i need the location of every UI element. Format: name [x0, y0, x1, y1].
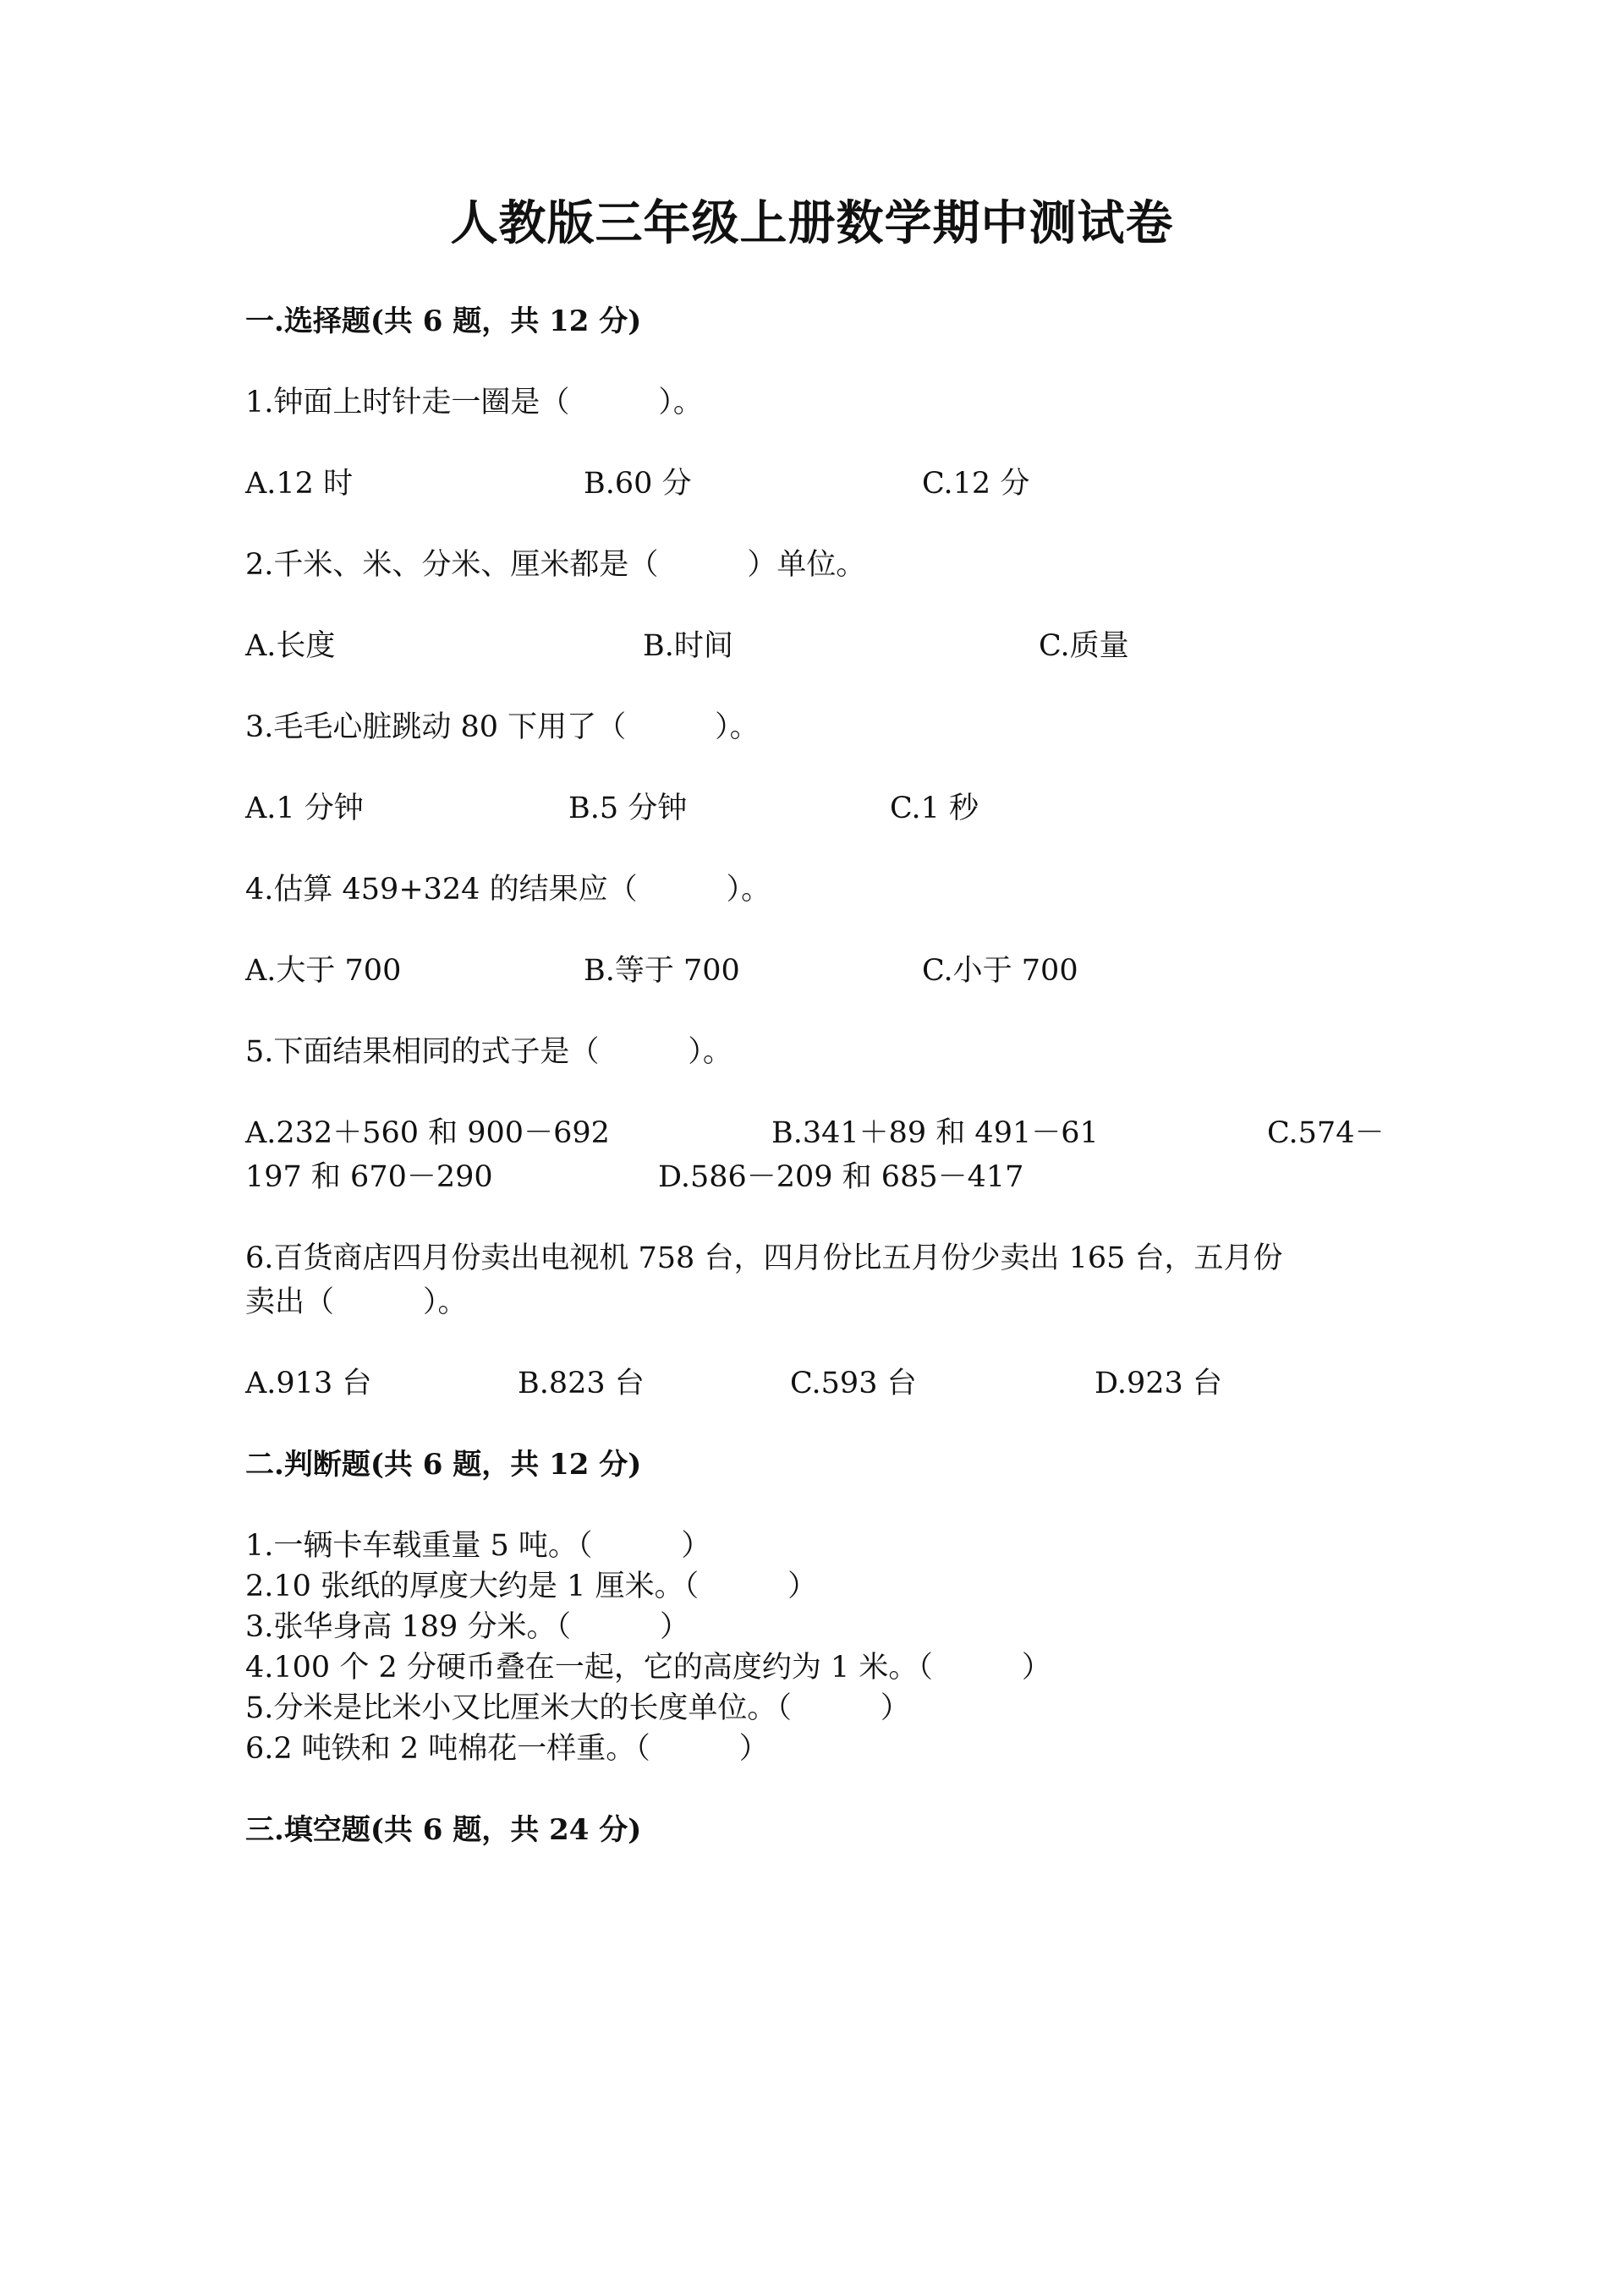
judge-item: 3.张华身高 189 分米。（ ）	[245, 1610, 689, 1644]
question-stem: 2.千米、米、分米、厘米都是（ ）单位。	[245, 548, 866, 582]
page-title: 人教版三年级上册数学期中测试卷	[450, 195, 1174, 251]
question-stem: 3.毛毛心脏跳动 80 下用了（ ）。	[245, 710, 760, 744]
option-d: D.923 台	[1095, 1367, 1222, 1400]
section-heading-fill: 三.填空题(共 6 题，共 24 分)	[245, 1813, 642, 1847]
question-stem-continued: 卖出（ ）。	[245, 1285, 468, 1319]
judge-item: 4.100 个 2 分硬币叠在一起，它的高度约为 1 米。（ ）	[245, 1651, 1051, 1685]
option-a: A.12 时	[245, 467, 354, 501]
option-c: C.593 台	[790, 1367, 917, 1400]
option-b: B.等于 700	[584, 954, 740, 988]
option-a: A.长度	[245, 629, 336, 663]
option-c: C.质量	[1039, 629, 1129, 663]
question-stem: 5.下面结果相同的式子是（ ）。	[245, 1035, 732, 1069]
question-stem: 4.估算 459+324 的结果应（ ）。	[245, 873, 771, 907]
judge-item: 5.分米是比米小又比厘米大的长度单位。（ ）	[245, 1691, 910, 1725]
judge-item: 6.2 吨铁和 2 吨棉花一样重。（ ）	[245, 1732, 769, 1766]
option-b: B.5 分钟	[568, 792, 688, 825]
option-a: A.913 台	[245, 1367, 372, 1400]
option-b: B.时间	[643, 629, 733, 663]
option-a: A.大于 700	[245, 954, 402, 988]
section-heading-judge: 二.判断题(共 6 题，共 12 分)	[245, 1448, 642, 1482]
section-heading-choice: 一.选择题(共 6 题，共 12 分)	[245, 304, 642, 338]
option-c: C.1 秒	[890, 792, 979, 825]
option-b: B.60 分	[584, 467, 692, 501]
judge-item: 1.一辆卡车载重量 5 吨。（ ）	[245, 1529, 711, 1563]
option-c: C.12 分	[922, 467, 1030, 501]
question-stem: 6.百货商店四月份卖出电视机 758 台，四月份比五月份少卖出 165 台，五月份	[245, 1241, 1283, 1275]
option-c: C.小于 700	[922, 954, 1078, 988]
option-b: B.823 台	[518, 1367, 645, 1400]
option-d: D.586－209 和 685－417	[658, 1160, 1024, 1194]
option-c-continued: 197 和 670－290	[245, 1160, 493, 1194]
judge-item: 2.10 张纸的厚度大约是 1 厘米。（ ）	[245, 1570, 818, 1603]
option-a: A.232＋560 和 900－692	[245, 1116, 610, 1150]
question-stem: 1.钟面上时针走一圈是（ ）。	[245, 386, 703, 419]
option-c: C.574－	[1267, 1116, 1385, 1150]
option-b: B.341＋89 和 491－61	[771, 1116, 1099, 1150]
option-a: A.1 分钟	[245, 792, 364, 825]
